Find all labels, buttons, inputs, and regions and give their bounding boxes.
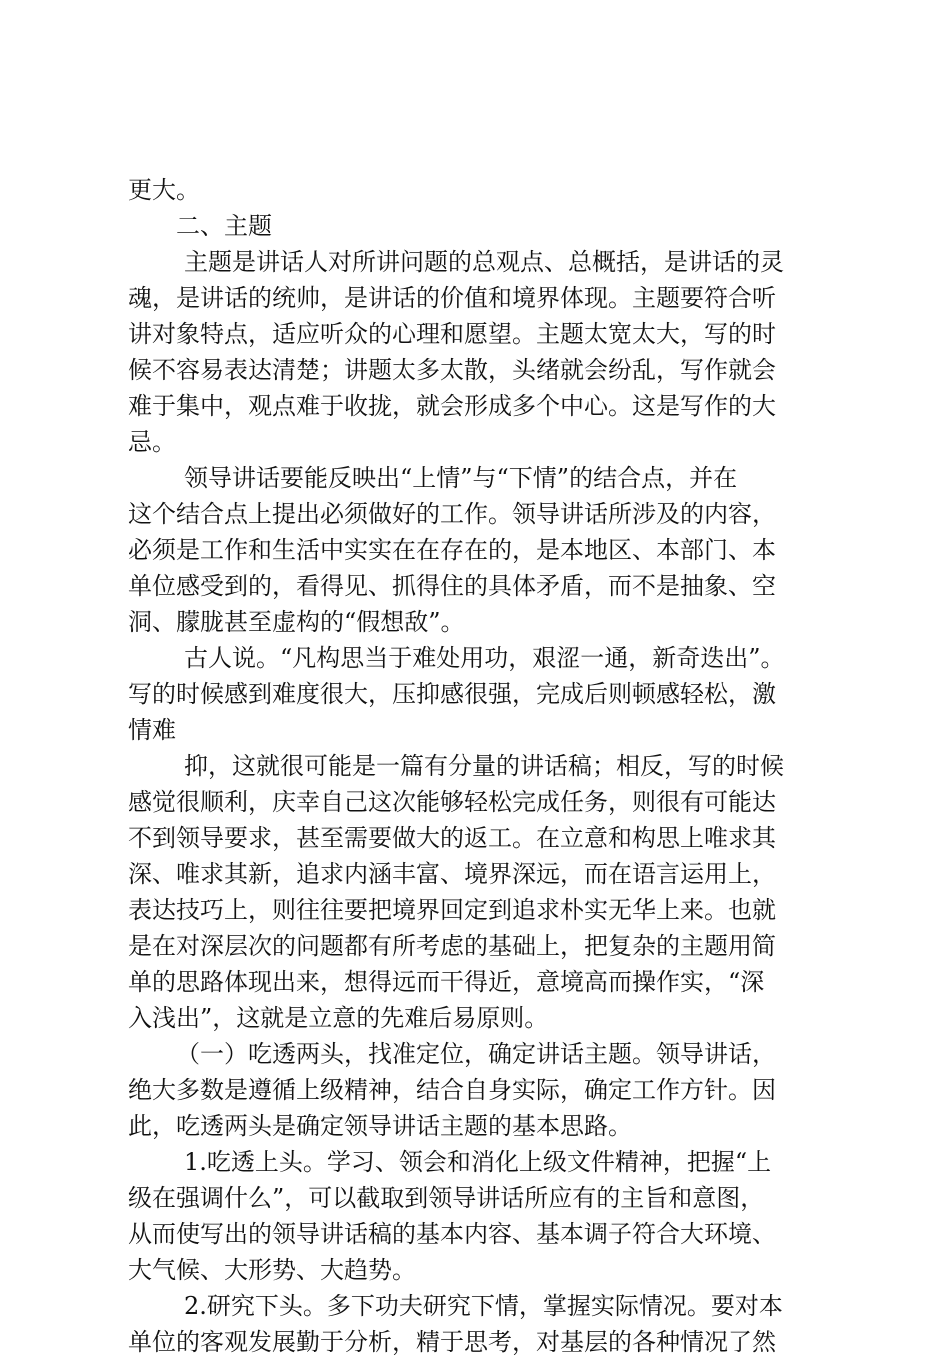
section-heading: 二、主题 <box>176 212 272 240</box>
text-line: 2.研究下头。多下功夫研究下情，掌握实际情况。要对本 <box>184 1292 783 1320</box>
text-line: 深、唯求其新，追求内涵丰富、境界深远，而在语言运用上， <box>128 860 776 888</box>
text-line: 忌。 <box>128 428 176 456</box>
text-line: 候不容易表达清楚；讲题太多太散，头绪就会纷乱，写作就会 <box>128 356 776 384</box>
text-line: 感觉很顺利，庆幸自己这次能够轻松完成任务，则很有可能达 <box>128 788 776 816</box>
text-line: 情难 <box>128 716 176 744</box>
text-line: 这个结合点上提出必须做好的工作。领导讲话所涉及的内容， <box>128 500 776 528</box>
text-line: 写的时候感到难度很大，压抑感很强，完成后则顿感轻松，激 <box>128 680 776 708</box>
text-line: 单位感受到的，看得见、抓得住的具体矛盾，而不是抽象、空 <box>128 572 776 600</box>
text-line: 绝大多数是遵循上级精神，结合自身实际，确定工作方针。因 <box>128 1076 776 1104</box>
text-line: 讲对象特点，适应听众的心理和愿望。主题太宽太大，写的时 <box>128 320 776 348</box>
text-line: 更大。 <box>128 176 200 204</box>
text-line: 单位的客观发展勤于分析，精于思考，对基层的各种情况了然 <box>128 1328 776 1356</box>
text-line: 大气候、大形势、大趋势。 <box>128 1256 416 1284</box>
text-line: 从而使写出的领导讲话稿的基本内容、基本调子符合大环境、 <box>128 1220 776 1248</box>
text-line: 主题是讲话人对所讲问题的总观点、总概括，是讲话的灵 <box>184 248 784 276</box>
text-line: 单的思路体现出来，想得远而干得近，意境高而操作实，“深 <box>128 968 765 996</box>
text-line: 洞、朦胧甚至虚构的“假想敌”。 <box>128 608 465 636</box>
text-line: 必须是工作和生活中实实在在存在的，是本地区、本部门、本 <box>128 536 776 564</box>
text-line: 不到领导要求，甚至需要做大的返工。在立意和构思上唯求其 <box>128 824 776 852</box>
text-line: 此，吃透两头是确定领导讲话主题的基本思路。 <box>128 1112 632 1140</box>
text-line: 入浅出”，这就是立意的先难后易原则。 <box>128 1004 549 1032</box>
text-line: 抑，这就很可能是一篇有分量的讲话稿；相反，写的时候 <box>184 752 784 780</box>
text-line: 难于集中，观点难于收拢，就会形成多个中心。这是写作的大 <box>128 392 776 420</box>
text-line: 古人说。“凡构思当于难处用功，艰涩一通，新奇迭出”。 <box>184 644 785 672</box>
text-line: 级在强调什么”，可以截取到领导讲话所应有的主旨和意图， <box>128 1184 765 1212</box>
text-line: 是在对深层次的问题都有所考虑的基础上，把复杂的主题用简 <box>128 932 776 960</box>
text-line: 魂，是讲话的统帅，是讲话的价值和境界体现。主题要符合听 <box>128 284 776 312</box>
subsection-heading: （一）吃透两头，找准定位，确定讲话主题。领导讲话， <box>176 1040 776 1068</box>
text-line: 1.吃透上头。学习、领会和消化上级文件精神，把握“上 <box>184 1148 772 1176</box>
text-line: 领导讲话要能反映出“上情”与“下情”的结合点，并在 <box>184 464 738 492</box>
text-line: 表达技巧上，则往往要把境界回定到追求朴实无华上来。也就 <box>128 896 776 924</box>
